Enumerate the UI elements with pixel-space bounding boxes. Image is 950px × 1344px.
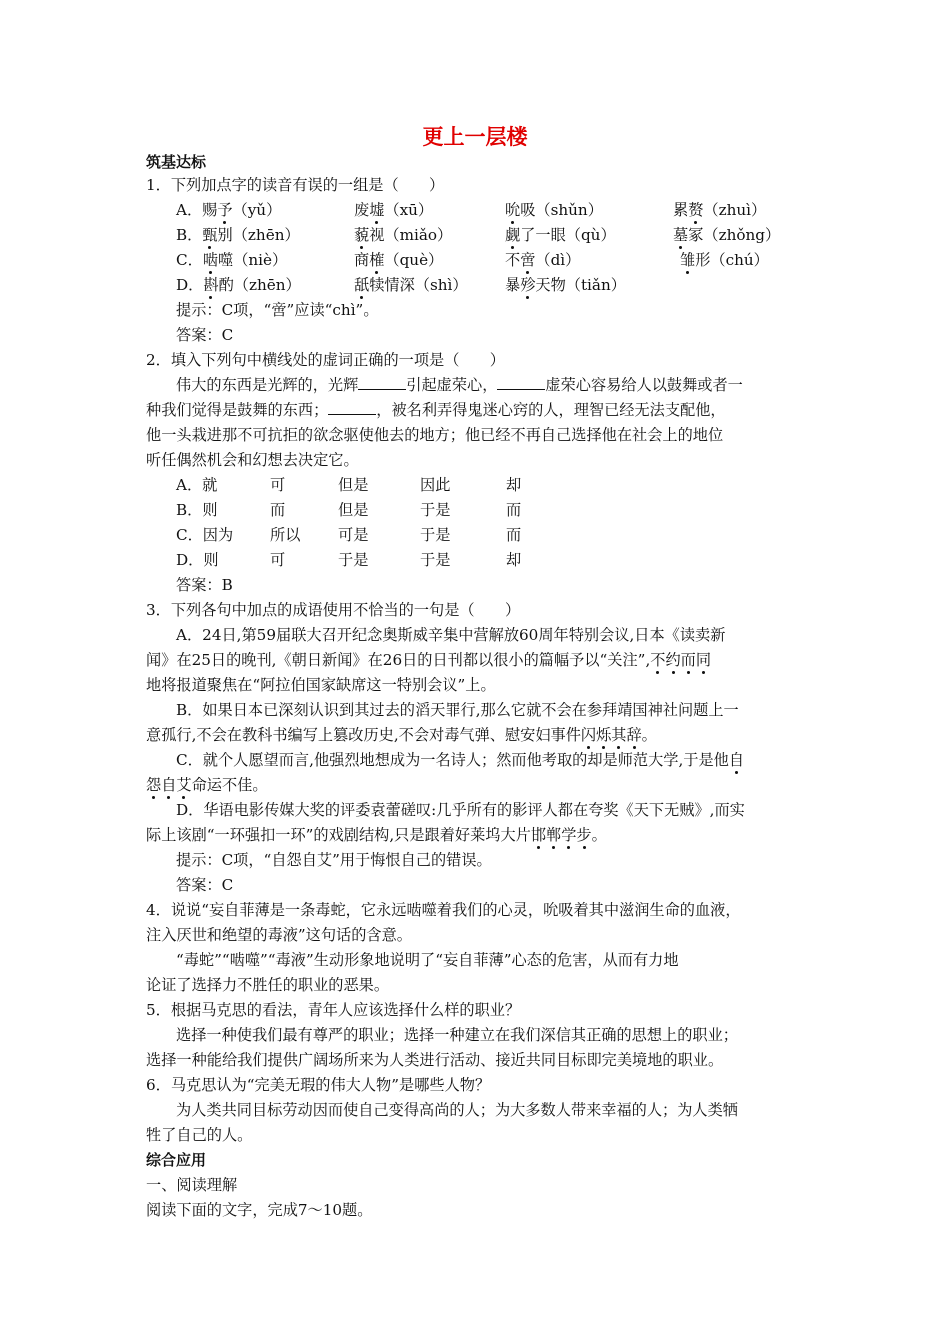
dotted-char: 步 (576, 826, 592, 844)
dotted-char: 艾 (176, 776, 192, 794)
dotted-char: 吮 (505, 201, 521, 219)
section-heading-basic: 筑基达标 (146, 153, 207, 171)
q1-option-a3: 吮吸（shǔn） (505, 201, 603, 219)
q1-option-d3: 暴殄天物（tiǎn） (505, 276, 626, 294)
q3-option-c-line-1: C．就个人愿望而言,他强烈地想成为一名诗人；然而他考取的却是师范大学,于是他自 (176, 751, 745, 769)
dotted-char: 其 (611, 726, 627, 744)
dotted-char: 墟 (369, 201, 385, 219)
q2-passage-line-4: 听任偶然机会和幻想去决定它。 (146, 451, 359, 469)
dotted-char: 自 (161, 776, 177, 794)
q6-answer-line-1: 为人类共同目标劳动因而使自己变得高尚的人；为大多数人带来幸福的人；为人类牺 (176, 1101, 738, 1119)
dotted-char: 予 (217, 201, 233, 219)
q1-hint: 提示：C项，“啻”应读“chì”。 (176, 301, 379, 319)
dotted-char: 怨 (146, 776, 162, 794)
q3-option-d-line-1: D．华语电影传媒大奖的评委袁蕾磋叹:几乎所有的影评人都在夸奖《天下无贼》,而实 (176, 801, 745, 819)
q3-option-d-line-2: 际上该剧“一环强扣一环”的戏剧结构,只是跟着好莱坞大片邯郸学步。 (146, 826, 607, 844)
q3-option-a-line-1: A．24日,第59届联大召开纪念奥斯威辛集中营解放60周年特别会议,日本《读卖新 (176, 626, 726, 644)
blank-2 (497, 375, 545, 390)
q3-answer: 答案：C (176, 876, 234, 894)
blank-3 (328, 400, 376, 415)
dotted-char: 甄 (202, 226, 218, 244)
q3-option-a-line-3: 地将报道聚焦在“阿拉伯国家缺席这一特别会议”上。 (146, 676, 496, 694)
q2-stem: 2．填入下列句中横线处的虚词正确的一项是（ ） (146, 351, 505, 369)
q1-option-c4: 雏形（chú） (680, 251, 769, 269)
q1-option-d2: 舐犊情深（shì） (354, 276, 468, 294)
blank-1 (358, 375, 406, 390)
q1-option-c1: C．啮噬（niè） (176, 251, 288, 269)
q2-passage-line-1: 伟大的东西是光辉的，光辉 引起虚荣心， 虚荣心容易给人以鼓舞或者一 (176, 376, 743, 394)
q1-answer: 答案：C (176, 326, 234, 344)
q5-stem: 5．根据马克思的看法，青年人应该选择什么样的职业？ (146, 1001, 521, 1019)
q5-answer-line-2: 选择一种能给我们提供广阔场所来为人类进行活动、接近共同目标即完美境地的职业。 (146, 1051, 724, 1069)
dotted-char: 舐 (354, 276, 370, 294)
q1-option-b1: B．甄别（zhēn） (176, 226, 300, 244)
q6-answer-line-2: 牲了自己的人。 (146, 1126, 253, 1144)
dotted-char: 藐 (354, 226, 370, 244)
section-heading-comprehensive: 综合应用 (146, 1151, 207, 1169)
q6-stem: 6．马克思认为“完美无瑕的伟大人物”是哪些人物？ (146, 1076, 491, 1094)
dotted-char: 雏 (680, 251, 696, 269)
q2-passage-line-3: 他一头栽进那不可抗拒的欲念驱使他去的地方；他已经不再自己选择他在社会上的地位 (146, 426, 724, 444)
dotted-char: 赘 (688, 201, 704, 219)
q3-option-b-line-2: 意孤行,不会在教科书编写上篡改历史,不会对毒气弹、慰安妇事件闪烁其辞。 (146, 726, 657, 744)
q4-stem-line-1: 4．说说“妄自菲薄是一条毒蛇，它永远啮噬着我们的心灵，吮吸着其中滋润生命的血液， (146, 901, 741, 919)
q1-option-a1: A．赐予（yǔ） (176, 201, 282, 219)
dotted-char: 烁 (596, 726, 612, 744)
q2-answer: 答案：B (176, 576, 233, 594)
dotted-char: 约 (665, 651, 681, 669)
q3-option-a-line-2: 闻》在25日的晚刊,《朝日新闻》在26日的日刊都以很小的篇幅予以“关注”,不约而同 (146, 651, 712, 669)
q3-hint: 提示：C项，“自怨自艾”用于悔恨自己的错误。 (176, 851, 492, 869)
dotted-char: 同 (695, 651, 712, 669)
q1-option-a4: 累赘（zhuì） (673, 201, 767, 219)
q3-stem: 3．下列各句中加点的成语使用不恰当的一句是（ ） (146, 601, 521, 619)
document-page: 更上一层楼 筑基达标 1．下列加点字的读音有误的一组是（ ） A．赐予（yǔ） 废墟（xū） 吮吸（shǔn） 累赘（zhuì） B．甄别（zhēn） 藐视（miǎo） 觑了一眼（qù） 墓冢（zhǒng） C．啮噬（niè） 商榷（què） 不啻（dì） 雏形（chú） D．斟酌（zhēn） 舐犊情深（shì） 暴殄天物（tiǎn） 提示：C项，“啻”应读“chì”。 答案：C 2．填入下列句中横线处的虚词正确的一项是（ ） 伟大的东西是光辉的，光辉 引起虚荣心， 虚荣心容易给人以鼓舞或者一 种我们觉得是鼓舞的东西； ，被名利弄得鬼迷心窍的人，理智已经无法支配他， 他一头栽进那不可抗拒的欲念驱使他去的地方；他已经不再自己选择他在社会上的地位 听任偶然机会和幻想去决定它。 A．就 可 但是 因此 却 B．则 而 但是 于是 而 C．因为 所以 可是 于是 而 D．则 可 于是 于是 却 答案：B 3．下列各句中加点的成语使用不恰当的一句是（ ） A．24日,第59届联大召开纪念奥斯威辛集中营解放60周年特别会议,日本《读卖新 闻》在25日的晚刊,《朝日新闻》在26日的日刊都以很小的篇幅予以“关注”,不约而同 地将报道聚焦在“阿拉伯国家缺席这一特别会议”上。 B．如果日本已深刻认识到其过去的滔天罪行,那么它就不会在参拜靖国神社问题上一 意孤行,不会在教科书编写上篡改历史,不会对毒气弹、慰安妇事件闪烁其辞。 C．就个人愿望而言,他强烈地想成为一名诗人；然而他考取的却是师范大学,于是他自 怨自艾命运不佳。 D．华语电影传媒大奖的评委袁蕾磋叹:几乎所有的影评人都在夸奖《天下无贼》,而实 际上该剧“一环强扣一环”的戏剧结构,只是跟着好莱坞大片邯郸学步。 提示：C项，“自怨自艾”用于悔恨自己的错误。 答案：C 4．说说“妄自菲薄是一条毒蛇，它永远啮噬着我们的心灵，吮吸着其中滋润生命的血液， 注入厌世和绝望的毒液”这句话的含意。 “毒蛇”“啮噬”“毒液”生动形象地说明了“妄自菲薄”心态的危害，从而有力地 论证了选择力不胜任的职业的恶果。 5．根据马克思的看法，青年人应该选择什么样的职业？ 选择一种使我们最有尊严的职业；选择一种建立在我们深信其正确的思想上的职业； 选择一种能给我们提供广阔场所来为人类进行活动、接近共同目标即完美境地的职业。 6．马克思认为“完美无瑕的伟大人物”是哪些人物？ 为人类共同目标劳动因而使自己变得高尚的人；为大多数人带来幸福的人；为人类牺 牲了自己的人。 综合应用 一、阅读理解 阅读下面的文字，完成7～10题。 (0, 0, 950, 1344)
dotted-char: 啮 (202, 251, 218, 269)
q3-option-b-line-1: B．如果日本已深刻认识到其过去的滔天罪行,那么它就不会在参拜靖国神社问题上一 (176, 701, 739, 719)
q1-option-c2: 商榷（què） (354, 251, 444, 269)
dotted-char: 郸 (546, 826, 562, 844)
q1-option-b2: 藐视（miǎo） (354, 226, 453, 244)
page-title: 更上一层楼 (422, 125, 528, 149)
q1-option-a2: 废墟（xū） (354, 201, 434, 219)
dotted-char: 啻 (520, 251, 536, 269)
q1-option-d1: D．斟酌（zhēn） (176, 276, 301, 294)
dotted-char: 榷 (369, 251, 385, 269)
dotted-char: 而 (680, 651, 696, 669)
dotted-char: 不 (650, 651, 666, 669)
q4-answer-line-2: 论证了选择力不胜任的职业的恶果。 (146, 976, 389, 994)
dotted-char: 闪 (580, 726, 597, 744)
q5-answer-line-1: 选择一种使我们最有尊严的职业；选择一种建立在我们深信其正确的思想上的职业； (176, 1026, 738, 1044)
q3-option-c-line-2: 怨自艾命运不佳。 (146, 776, 268, 794)
q1-option-c3: 不啻（dì） (505, 251, 581, 269)
q4-stem-line-2: 注入厌世和绝望的毒液”这句话的含意。 (146, 926, 412, 944)
q1-stem: 1．下列加点字的读音有误的一组是（ ） (146, 176, 445, 194)
q1-option-b3: 觑了一眼（qù） (505, 226, 616, 244)
q2-passage-line-2: 种我们觉得是鼓舞的东西； ，被名利弄得鬼迷心窍的人，理智已经无法支配他， (146, 401, 726, 419)
reading-heading: 一、阅读理解 (146, 1176, 238, 1194)
dotted-char: 墓 (673, 226, 689, 244)
dotted-char: 学 (561, 826, 577, 844)
dotted-char: 辞 (626, 726, 642, 744)
dotted-char: 斟 (203, 276, 219, 294)
dotted-char: 自 (728, 751, 745, 769)
dotted-char: 觑 (505, 226, 521, 244)
reading-instruction: 阅读下面的文字，完成7～10题。 (146, 1201, 373, 1219)
dotted-char: 邯 (530, 826, 547, 844)
q4-answer-line-1: “毒蛇”“啮噬”“毒液”生动形象地说明了“妄自菲薄”心态的危害，从而有力地 (176, 951, 679, 969)
dotted-char: 殄 (520, 276, 536, 294)
q1-option-b4: 墓冢（zhǒng） (673, 226, 781, 244)
